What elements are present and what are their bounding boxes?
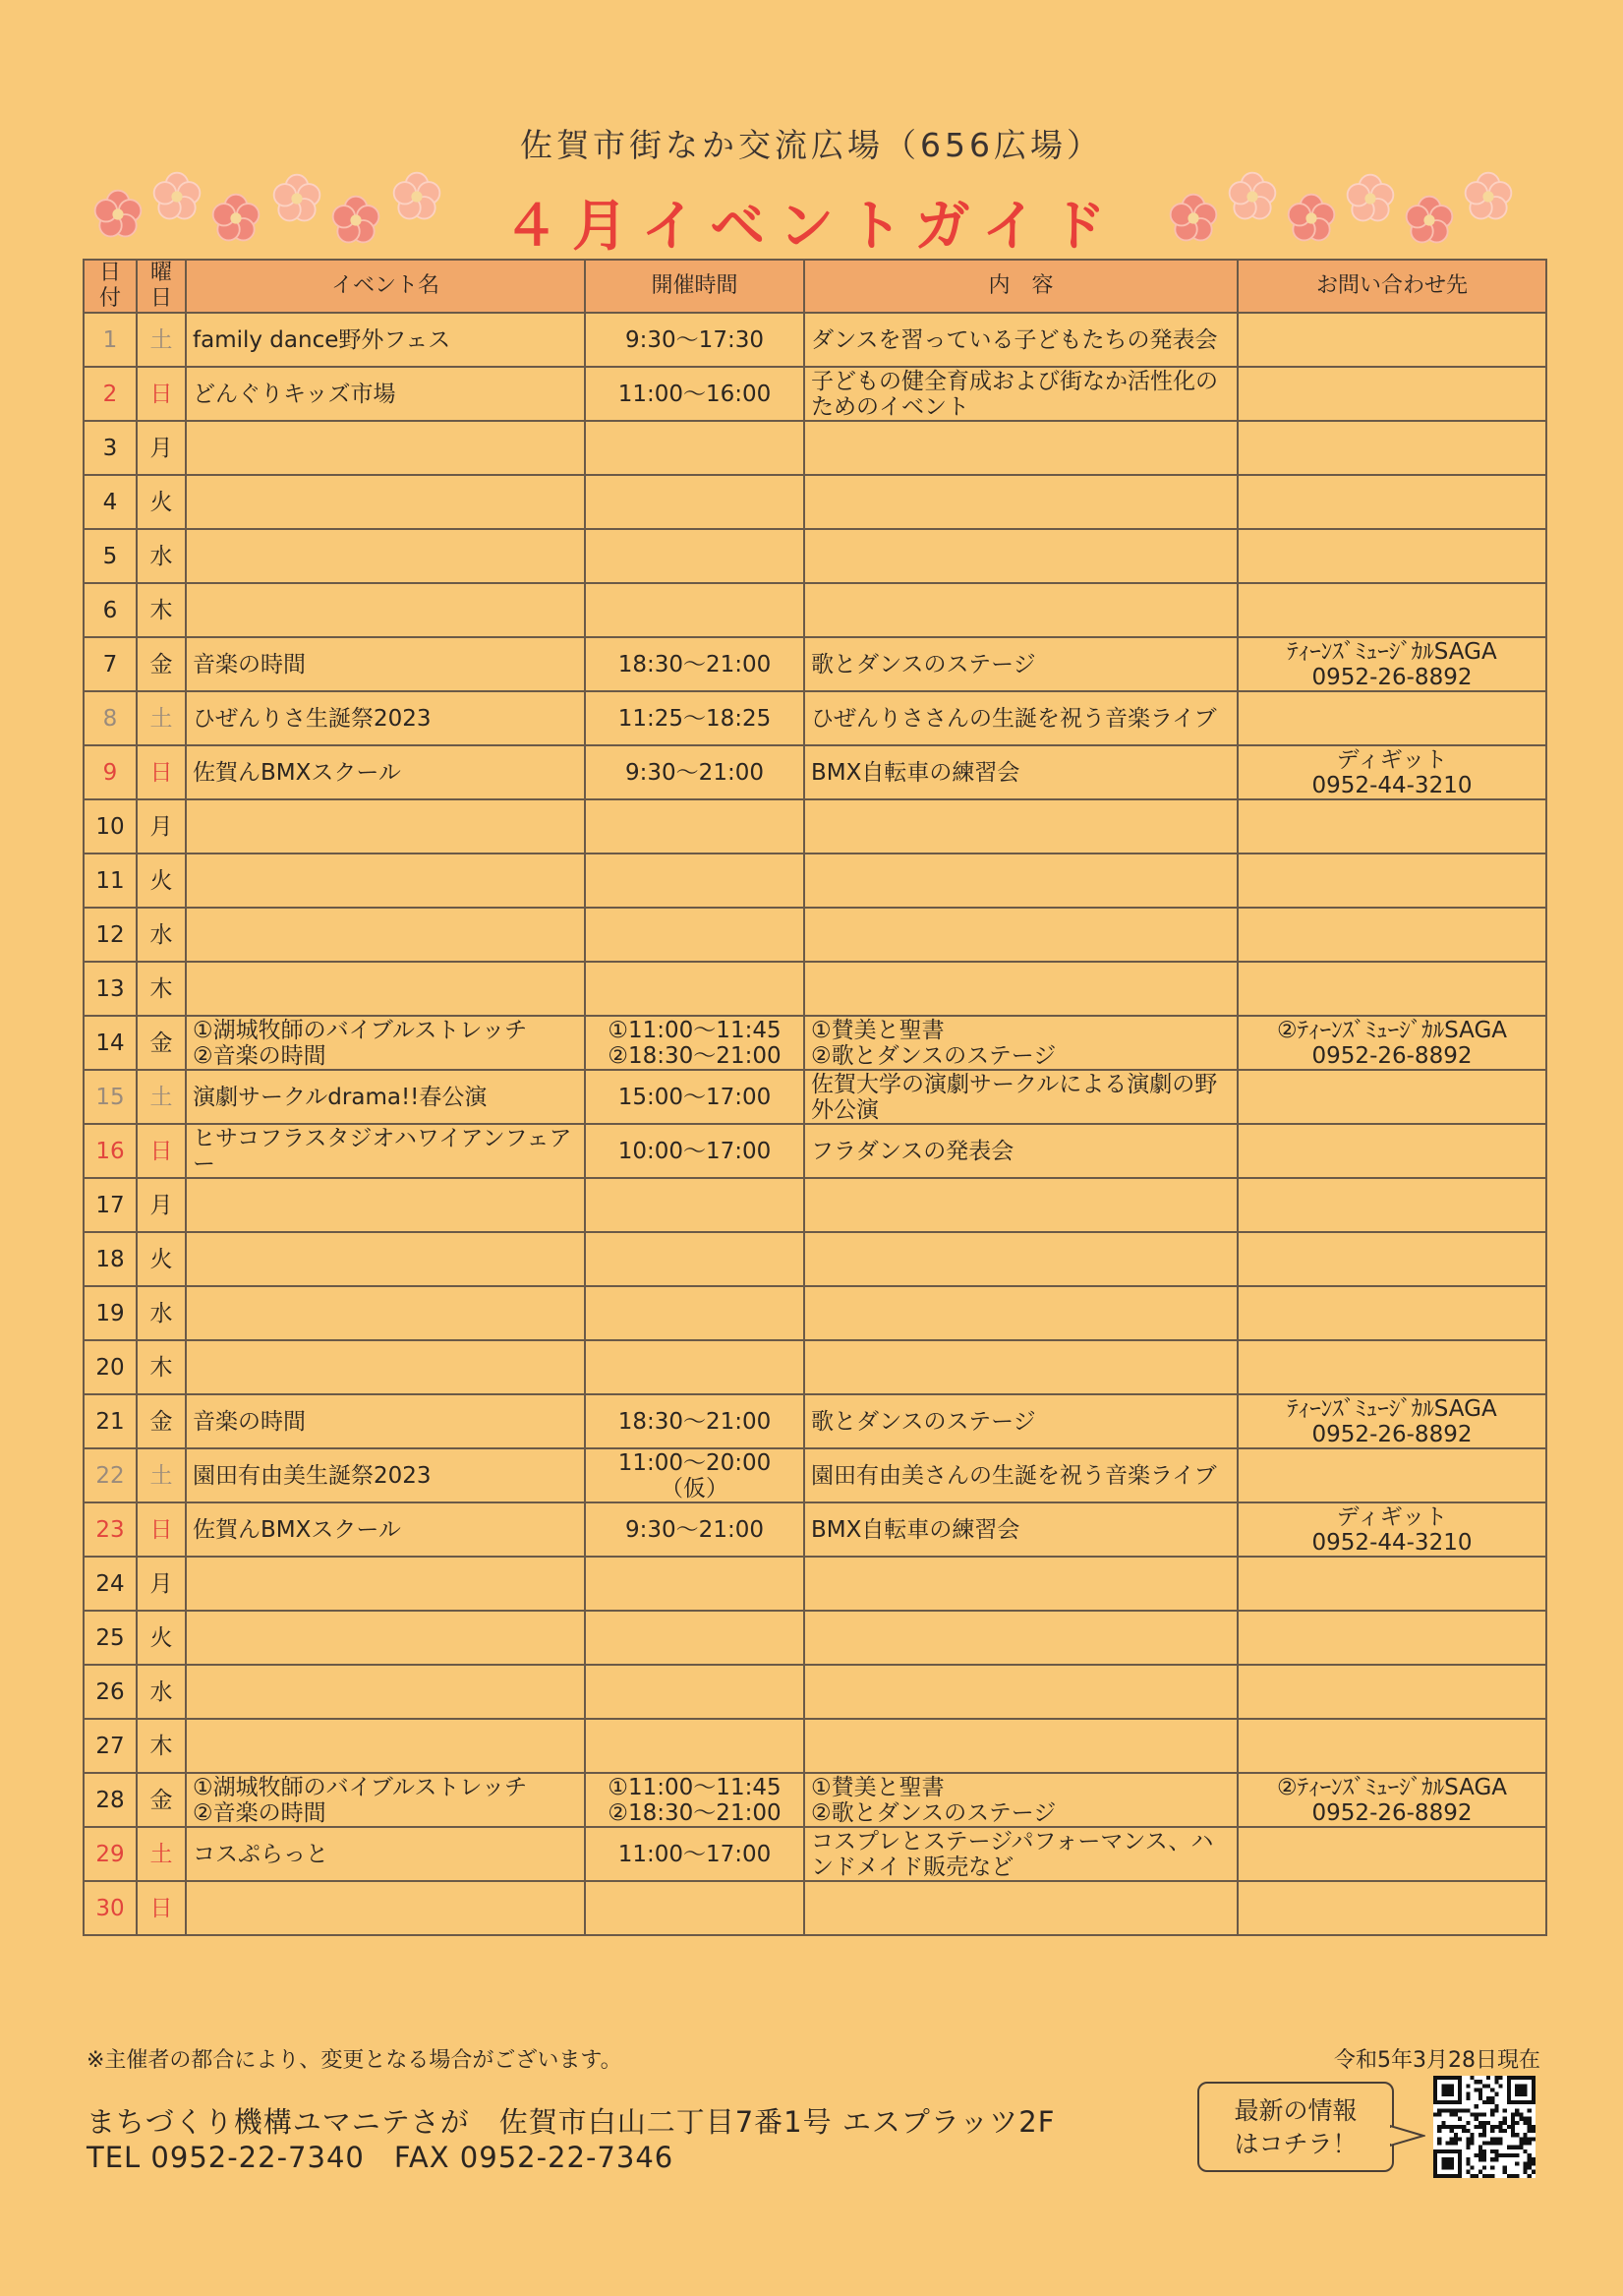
date-cell: 2 <box>84 367 137 421</box>
event-name-cell <box>186 1665 585 1719</box>
weekday-cell: 水 <box>137 908 186 962</box>
event-name-cell <box>186 637 585 691</box>
date-cell: 26 <box>84 1665 137 1719</box>
event-time-cell-line: 9:30～21:00 <box>625 1516 764 1543</box>
event-name-cell <box>186 1881 585 1935</box>
subtitle: 佐賀市街なか交流広場（656広場） <box>520 126 1103 164</box>
contact-cell <box>1238 1124 1546 1178</box>
date-cell: 12 <box>84 908 137 962</box>
date-cell: 28 <box>84 1773 137 1827</box>
table-header-row <box>84 260 1546 313</box>
date-cell: 13 <box>84 962 137 1016</box>
weekday-cell: 日 <box>137 1124 186 1178</box>
weekday-cell: 土 <box>137 1448 186 1502</box>
date-cell: 25 <box>84 1611 137 1665</box>
table-row <box>84 1502 1546 1557</box>
contact-cell-line: 0952-44-3210 <box>1311 772 1473 798</box>
event-name-cell <box>186 1827 585 1881</box>
event-name-cell <box>186 1016 585 1070</box>
contact-cell <box>1238 475 1546 529</box>
contact-cell <box>1238 1340 1546 1394</box>
contact-cell-line: 0952-26-8892 <box>1311 1042 1473 1069</box>
table-row <box>84 799 1546 854</box>
event-content-cell-line: 佐賀大学の演劇サークルによる演劇の野 <box>811 1071 1218 1097</box>
contact-cell <box>1238 421 1546 475</box>
weekday-cell: 火 <box>137 854 186 908</box>
event-name-cell-line: 音楽の時間 <box>193 1408 306 1435</box>
event-time-cell <box>585 1557 804 1611</box>
contact-cell <box>1238 529 1546 583</box>
weekday-cell: 木 <box>137 962 186 1016</box>
event-name-cell-line: コスぷらっと <box>193 1841 328 1867</box>
contact-cell <box>1238 1557 1546 1611</box>
date-cell: 15 <box>84 1070 137 1124</box>
event-time-cell-line: 11:00～17:00 <box>617 1841 772 1867</box>
contact-cell-line: ﾃｨｰﾝｽﾞﾐｭｰｼﾞｶﾙSAGA <box>1287 638 1497 665</box>
event-name-cell <box>186 1448 585 1502</box>
event-time-cell <box>585 1394 804 1448</box>
event-content-cell <box>804 637 1238 691</box>
event-content-cell <box>804 799 1238 854</box>
event-time-cell <box>585 1719 804 1773</box>
event-content-cell <box>804 1178 1238 1232</box>
weekday-cell: 月 <box>137 1557 186 1611</box>
event-content-cell-line: 外公演 <box>811 1096 879 1123</box>
date-cell: 21 <box>84 1394 137 1448</box>
contact-cell <box>1238 367 1546 421</box>
event-time-cell <box>585 421 804 475</box>
date-cell: 18 <box>84 1232 137 1286</box>
event-content-cell <box>804 908 1238 962</box>
page-title: ４月イベントガイド <box>503 195 1120 259</box>
table-row <box>84 1827 1546 1881</box>
date-cell: 23 <box>84 1502 137 1557</box>
table-row <box>84 313 1546 367</box>
weekday-cell: 火 <box>137 475 186 529</box>
event-name-cell-line: 音楽の時間 <box>193 651 306 677</box>
date-cell: 30 <box>84 1881 137 1935</box>
table-row <box>84 475 1546 529</box>
date-cell: 11 <box>84 854 137 908</box>
event-content-cell <box>804 1394 1238 1448</box>
event-time-cell <box>585 1665 804 1719</box>
table-row <box>84 1016 1546 1070</box>
contact-cell <box>1238 637 1546 691</box>
event-name-cell-line: family dance野外フェス <box>193 326 451 353</box>
event-time-cell <box>585 1124 804 1178</box>
event-name-cell-line: ①湖城牧師のバイブルストレッチ <box>193 1774 528 1800</box>
date-cell: 16 <box>84 1124 137 1178</box>
event-time-cell-line: 11:25～18:25 <box>617 705 772 732</box>
event-content-cell <box>804 529 1238 583</box>
date-cell: 24 <box>84 1557 137 1611</box>
event-name-cell <box>186 1611 585 1665</box>
event-name-cell <box>186 529 585 583</box>
event-time-cell-line: 11:00～20:00（仮） <box>617 1449 772 1501</box>
event-time-cell-line: 18:30～21:00 <box>617 1408 772 1435</box>
table-row <box>84 1448 1546 1502</box>
event-name-cell <box>186 1502 585 1557</box>
event-time-cell <box>585 1178 804 1232</box>
event-name-cell <box>186 1178 585 1232</box>
table-row <box>84 1611 1546 1665</box>
event-time-cell-line: 11:00～16:00 <box>617 381 772 407</box>
event-content-cell <box>804 313 1238 367</box>
event-time-cell <box>585 1881 804 1935</box>
weekday-cell: 金 <box>137 1773 186 1827</box>
event-name-cell-line: ②音楽の時間 <box>193 1799 326 1826</box>
contact-cell-line: ディギット <box>1336 746 1448 773</box>
event-time-cell <box>585 313 804 367</box>
event-content-cell-line: ②歌とダンスのステージ <box>811 1042 1057 1069</box>
cherry-blossom-icon <box>1284 191 1339 246</box>
event-time-cell <box>585 583 804 637</box>
table-row <box>84 367 1546 421</box>
event-time-cell <box>585 475 804 529</box>
event-name-cell <box>186 1557 585 1611</box>
event-time-cell <box>585 1773 804 1827</box>
event-content-cell <box>804 962 1238 1016</box>
event-name-cell <box>186 962 585 1016</box>
contact-cell <box>1238 1611 1546 1665</box>
event-time-cell <box>585 908 804 962</box>
date-cell: 4 <box>84 475 137 529</box>
table-row <box>84 421 1546 475</box>
weekday-cell: 日 <box>137 367 186 421</box>
date-cell: 29 <box>84 1827 137 1881</box>
tel-fax: TEL 0952-22-7340 FAX 0952-22-7346 <box>87 2141 674 2174</box>
event-content-cell <box>804 1340 1238 1394</box>
event-content-cell-line: ①賛美と聖書 <box>811 1017 945 1043</box>
contact-cell <box>1238 1070 1546 1124</box>
weekday-cell: 火 <box>137 1611 186 1665</box>
event-content-cell-line: ひぜんりささんの生誕を祝う音楽ライブ <box>811 705 1217 732</box>
event-content-cell <box>804 1124 1238 1178</box>
weekday-cell: 月 <box>137 799 186 854</box>
qr-code-icon[interactable] <box>1433 2076 1536 2178</box>
table-row <box>84 1286 1546 1340</box>
as-of-date: 令和5年3月28日現在 <box>1334 2048 1540 2073</box>
event-content-cell <box>804 1773 1238 1827</box>
date-cell: 19 <box>84 1286 137 1340</box>
cherry-blossom-icon <box>1402 193 1457 248</box>
event-time-cell <box>585 745 804 799</box>
event-content-cell-line: ンドメイド販売など <box>811 1854 1014 1880</box>
organization-address: まちづくり機構ユマニテさが 佐賀市白山二丁目7番1号 エスプラッツ2F <box>87 2105 1056 2139</box>
event-content-cell-line: フラダンスの発表会 <box>811 1138 1014 1164</box>
event-content-cell-line: 子どもの健全育成および街なか活性化の <box>811 368 1218 394</box>
contact-cell-line: ②ﾃｨｰﾝｽﾞﾐｭｰｼﾞｶﾙSAGA <box>1276 1774 1508 1800</box>
cherry-blossom-icon <box>1461 169 1516 224</box>
event-name-cell <box>186 583 585 637</box>
event-content-cell <box>804 1881 1238 1935</box>
contact-cell-line: 0952-26-8892 <box>1311 664 1473 690</box>
contact-cell <box>1238 962 1546 1016</box>
date-cell: 6 <box>84 583 137 637</box>
table-row <box>84 745 1546 799</box>
date-cell: 8 <box>84 691 137 745</box>
header-date: 日付 <box>84 260 137 313</box>
table-row <box>84 854 1546 908</box>
contact-cell <box>1238 1286 1546 1340</box>
contact-cell <box>1238 1773 1546 1827</box>
event-content-cell <box>804 745 1238 799</box>
date-cell: 7 <box>84 637 137 691</box>
contact-cell-line: 0952-26-8892 <box>1311 1799 1473 1826</box>
event-content-cell <box>804 1719 1238 1773</box>
weekday-cell: 日 <box>137 745 186 799</box>
event-name-cell <box>186 1124 585 1178</box>
event-content-cell-line: BMX自転車の練習会 <box>811 1516 1020 1543</box>
table-row <box>84 1557 1546 1611</box>
weekday-cell: 金 <box>137 1016 186 1070</box>
weekday-cell: 土 <box>137 1070 186 1124</box>
table-body <box>84 313 1546 1935</box>
header-event: イベント名 <box>186 260 585 313</box>
contact-cell <box>1238 1016 1546 1070</box>
weekday-cell: 火 <box>137 1232 186 1286</box>
contact-cell <box>1238 1394 1546 1448</box>
weekday-cell: 日 <box>137 1881 186 1935</box>
contact-cell <box>1238 1881 1546 1935</box>
event-name-cell <box>186 313 585 367</box>
table-row <box>84 1070 1546 1124</box>
event-time-cell-line: 9:30～17:30 <box>625 326 764 353</box>
event-content-cell-line: 歌とダンスのステージ <box>811 651 1036 677</box>
event-content-cell <box>804 1448 1238 1502</box>
contact-cell <box>1238 745 1546 799</box>
event-content-cell-line: ②歌とダンスのステージ <box>811 1799 1057 1826</box>
table-row <box>84 691 1546 745</box>
event-time-cell <box>585 799 804 854</box>
event-name-cell <box>186 1340 585 1394</box>
event-name-cell-line: 演劇サークルdrama!!春公演 <box>193 1084 488 1110</box>
event-content-cell <box>804 367 1238 421</box>
event-name-cell <box>186 745 585 799</box>
weekday-cell: 木 <box>137 1340 186 1394</box>
table-row <box>84 1719 1546 1773</box>
cherry-blossom-icon <box>1343 171 1398 226</box>
event-time-cell-line: ①11:00～11:45 <box>608 1774 782 1800</box>
event-time-cell <box>585 1448 804 1502</box>
table-row <box>84 637 1546 691</box>
table-row <box>84 1124 1546 1178</box>
event-content-cell <box>804 1502 1238 1557</box>
date-cell: 9 <box>84 745 137 799</box>
contact-cell-line: ディギット <box>1336 1503 1448 1530</box>
weekday-cell: 金 <box>137 637 186 691</box>
contact-cell <box>1238 691 1546 745</box>
event-time-cell <box>585 1232 804 1286</box>
event-time-cell <box>585 1502 804 1557</box>
event-content-cell-line: 歌とダンスのステージ <box>811 1408 1036 1435</box>
contact-cell <box>1238 1827 1546 1881</box>
table-row <box>84 1340 1546 1394</box>
event-content-cell-line: ①賛美と聖書 <box>811 1774 945 1800</box>
event-content-cell-line: ダンスを習っている子どもたちの発表会 <box>811 326 1218 353</box>
event-time-cell <box>585 1070 804 1124</box>
event-time-cell <box>585 854 804 908</box>
table-row <box>84 1232 1546 1286</box>
event-content-cell-line: コスプレとステージパフォーマンス、ハ <box>811 1828 1214 1854</box>
weekday-cell: 月 <box>137 1178 186 1232</box>
date-cell: 3 <box>84 421 137 475</box>
date-cell: 1 <box>84 313 137 367</box>
event-time-cell <box>585 1016 804 1070</box>
event-name-cell-line: 佐賀んBMXスクール <box>193 759 401 786</box>
event-content-cell <box>804 1611 1238 1665</box>
event-name-cell-line: 園田有由美生誕祭2023 <box>193 1462 432 1489</box>
event-content-cell <box>804 1070 1238 1124</box>
event-content-cell-line: ためのイベント <box>811 393 969 420</box>
table-row <box>84 1881 1546 1935</box>
table-row <box>84 962 1546 1016</box>
event-name-cell <box>186 799 585 854</box>
header-time: 開催時間 <box>585 260 804 313</box>
contact-cell-line: ﾃｨｰﾝｽﾞﾐｭｰｼﾞｶﾙSAGA <box>1287 1395 1497 1422</box>
weekday-cell: 金 <box>137 1394 186 1448</box>
title-banner <box>0 175 1623 259</box>
date-cell: 17 <box>84 1178 137 1232</box>
cherry-blossom-icon <box>1166 191 1221 246</box>
event-time-cell-line: 15:00～17:00 <box>617 1084 772 1110</box>
contact-cell <box>1238 1232 1546 1286</box>
date-cell: 27 <box>84 1719 137 1773</box>
event-name-cell <box>186 1394 585 1448</box>
table-row <box>84 908 1546 962</box>
event-name-cell-line: どんぐりキッズ市場 <box>193 381 396 407</box>
date-cell: 14 <box>84 1016 137 1070</box>
weekday-cell: 水 <box>137 1286 186 1340</box>
event-content-cell <box>804 583 1238 637</box>
event-time-cell-line: 18:30～21:00 <box>617 651 772 677</box>
contact-cell <box>1238 1178 1546 1232</box>
header-contact: お問い合わせ先 <box>1238 260 1546 313</box>
event-name-cell <box>186 1070 585 1124</box>
contact-cell <box>1238 854 1546 908</box>
date-cell: 10 <box>84 799 137 854</box>
event-name-cell <box>186 421 585 475</box>
event-name-cell-line: ①湖城牧師のバイブルストレッチ <box>193 1017 528 1043</box>
weekday-cell: 木 <box>137 583 186 637</box>
event-time-cell <box>585 637 804 691</box>
event-content-cell <box>804 475 1238 529</box>
event-content-cell <box>804 1016 1238 1070</box>
table-row <box>84 583 1546 637</box>
event-time-cell-line: ①11:00～11:45 <box>608 1017 782 1043</box>
event-name-cell-line: ヒサコフラスタジオハワイアンフェアー <box>193 1125 572 1177</box>
event-name-cell <box>186 854 585 908</box>
date-cell: 5 <box>84 529 137 583</box>
event-name-cell <box>186 1286 585 1340</box>
event-time-cell-line: ②18:30～21:00 <box>608 1799 782 1826</box>
weekday-cell: 土 <box>137 691 186 745</box>
event-content-cell <box>804 1232 1238 1286</box>
contact-cell <box>1238 1502 1546 1557</box>
event-time-cell <box>585 529 804 583</box>
footnote: ※主催者の都合により、変更となる場合がございます。 <box>87 2048 622 2073</box>
event-time-cell-line: ②18:30～21:00 <box>608 1042 782 1069</box>
event-time-cell <box>585 691 804 745</box>
event-name-cell <box>186 367 585 421</box>
event-table <box>83 259 1547 1936</box>
event-content-cell <box>804 421 1238 475</box>
event-time-cell-line: 9:30～21:00 <box>625 759 764 786</box>
contact-cell <box>1238 583 1546 637</box>
event-content-cell <box>804 1827 1238 1881</box>
header-day: 曜日 <box>137 260 186 313</box>
weekday-cell: 水 <box>137 1665 186 1719</box>
bubble-line: はコチラ！ <box>1234 2130 1358 2158</box>
event-content-cell <box>804 854 1238 908</box>
contact-cell-line: 0952-44-3210 <box>1311 1529 1473 1556</box>
event-content-cell <box>804 1557 1238 1611</box>
event-content-cell-line: BMX自転車の練習会 <box>811 759 1020 786</box>
event-name-cell <box>186 1773 585 1827</box>
table-row <box>84 1178 1546 1232</box>
contact-cell-line: ②ﾃｨｰﾝｽﾞﾐｭｰｼﾞｶﾙSAGA <box>1276 1017 1508 1043</box>
weekday-cell: 土 <box>137 1827 186 1881</box>
speech-tail-icon <box>1390 2124 1425 2148</box>
weekday-cell: 木 <box>137 1719 186 1773</box>
event-time-cell <box>585 962 804 1016</box>
event-name-cell <box>186 691 585 745</box>
latest-info-bubble <box>1197 2082 1394 2172</box>
event-name-cell-line: ひぜんりさ生誕祭2023 <box>193 705 432 732</box>
event-name-cell <box>186 1232 585 1286</box>
event-content-cell-line: 園田有由美さんの生誕を祝う音楽ライブ <box>811 1462 1217 1489</box>
date-cell: 22 <box>84 1448 137 1502</box>
event-name-cell <box>186 908 585 962</box>
contact-cell <box>1238 908 1546 962</box>
event-name-cell <box>186 1719 585 1773</box>
event-time-cell <box>585 1827 804 1881</box>
cherry-blossom-icon <box>1225 169 1280 224</box>
date-cell: 20 <box>84 1340 137 1394</box>
bubble-line: 最新の情報 <box>1234 2096 1358 2125</box>
table-row <box>84 1394 1546 1448</box>
event-name-cell-line: ②音楽の時間 <box>193 1042 326 1069</box>
event-time-cell <box>585 1286 804 1340</box>
event-time-cell-line: 10:00～17:00 <box>617 1138 772 1164</box>
event-content-cell <box>804 691 1238 745</box>
table-row <box>84 529 1546 583</box>
event-name-cell <box>186 475 585 529</box>
event-content-cell <box>804 1665 1238 1719</box>
contact-cell <box>1238 799 1546 854</box>
weekday-cell: 土 <box>137 313 186 367</box>
weekday-cell: 水 <box>137 529 186 583</box>
contact-cell-line: 0952-26-8892 <box>1311 1421 1473 1447</box>
event-name-cell-line: 佐賀んBMXスクール <box>193 1516 401 1543</box>
event-content-cell <box>804 1286 1238 1340</box>
event-time-cell <box>585 1340 804 1394</box>
contact-cell <box>1238 1665 1546 1719</box>
event-time-cell <box>585 1611 804 1665</box>
table-row <box>84 1665 1546 1719</box>
contact-cell <box>1238 1719 1546 1773</box>
weekday-cell: 日 <box>137 1502 186 1557</box>
event-time-cell <box>585 367 804 421</box>
contact-cell <box>1238 313 1546 367</box>
weekday-cell: 月 <box>137 421 186 475</box>
header-content: 内 容 <box>804 260 1238 313</box>
contact-cell <box>1238 1448 1546 1502</box>
table-row <box>84 1773 1546 1827</box>
